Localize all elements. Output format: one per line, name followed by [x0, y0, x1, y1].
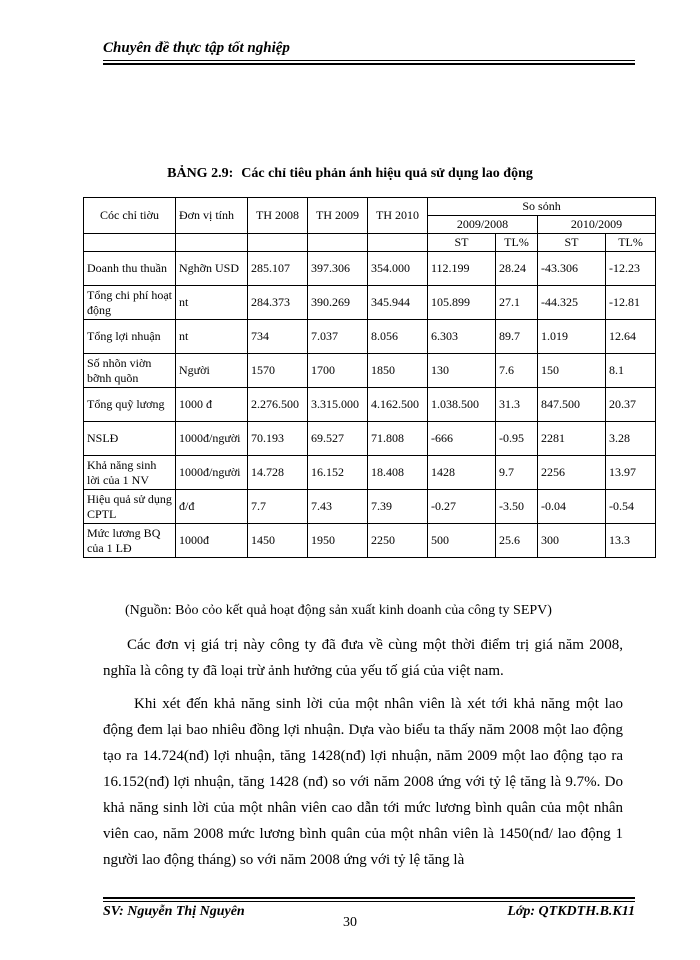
- cell-indicator: Mức lương BQ của 1 LĐ: [84, 524, 176, 558]
- footer-rule-thick: [103, 897, 635, 899]
- cell-st1: 1428: [428, 456, 496, 490]
- cell-th2009: 69.527: [308, 422, 368, 456]
- cell-tl2: 20.37: [606, 388, 656, 422]
- header-unit: Đơn vị tính: [176, 198, 248, 234]
- cell-tl2: 3.28: [606, 422, 656, 456]
- cell-st1: 105.899: [428, 286, 496, 320]
- cell-tl2: 12.64: [606, 320, 656, 354]
- cell-unit: 1000đ/người: [176, 422, 248, 456]
- header-rule-thick: [103, 63, 635, 65]
- cell-st1: -666: [428, 422, 496, 456]
- cell-th2008: 734: [248, 320, 308, 354]
- cell-th2008: 2.276.500: [248, 388, 308, 422]
- header-th2009: TH 2009: [308, 198, 368, 234]
- cell-tl1: -0.95: [496, 422, 538, 456]
- table-row: [84, 524, 656, 558]
- cell-tl1: -3.50: [496, 490, 538, 524]
- table-caption-label: BẢNG 2.9:: [167, 166, 234, 181]
- cell-unit: Người: [176, 354, 248, 388]
- cell-tl2: 13.3: [606, 524, 656, 558]
- paragraph-2: Khi xét đến khả năng sinh lời của một nhân viên là xét tới khả năng một lao động đem lại bao nhiêu đồng lợi nhuận. Dựa vào biểu ta thấy năm 2008 một lao động tạo ra 14.724(nđ) lợi nhuận, tăng 1428(nđ) lợi nhuận, năm 2009 một lao động tạo ra 16.152(nđ) lợi nhuận, tăng 1428 (nđ) so với năm 2008 ứng với tỷ lệ tăng là 9.7%. Do khả năng sinh lời của một nhân viên cao dẫn tới mức lương bình quân của một nhân viên cao, năm 2008 mức lương bình quân của một nhân viên là 1450(nđ/ lao động 1 người lao động tháng) so với năm 2008 ứng với tỷ lệ tăng là: [103, 696, 623, 868]
- cell-th2008: 14.728: [248, 456, 308, 490]
- cell-st1: 6.303: [428, 320, 496, 354]
- cell-tl1: 89.7: [496, 320, 538, 354]
- cell-tl1: 25.6: [496, 524, 538, 558]
- table-row: [84, 388, 656, 422]
- cell-st1: 130: [428, 354, 496, 388]
- cell-unit: 1000đ/người: [176, 456, 248, 490]
- cell-tl1: 31.3: [496, 388, 538, 422]
- cell-th2009: 7.43: [308, 490, 368, 524]
- cell-tl2: -12.23: [606, 252, 656, 286]
- header-period-2010-2009: 2010/2009: [538, 216, 656, 234]
- running-header-title: Chuyên đề thực tập tốt nghiệp: [103, 40, 290, 56]
- cell-th2008: 285.107: [248, 252, 308, 286]
- header-st-1: ST: [428, 234, 496, 252]
- cell-tl2: -0.54: [606, 490, 656, 524]
- table-body: [84, 252, 656, 558]
- page-number: 30: [343, 915, 357, 930]
- cell-st2: 150: [538, 354, 606, 388]
- cell-th2010: 345.944: [368, 286, 428, 320]
- header-tl-1: TL%: [496, 234, 538, 252]
- cell-th2009: 397.306: [308, 252, 368, 286]
- header-tl-2: TL%: [606, 234, 656, 252]
- cell-st1: 500: [428, 524, 496, 558]
- header-rule-thin: [103, 60, 635, 61]
- cell-unit: nt: [176, 286, 248, 320]
- cell-st1: 1.038.500: [428, 388, 496, 422]
- cell-indicator: NSLĐ: [84, 422, 176, 456]
- cell-th2008: 284.373: [248, 286, 308, 320]
- footer-rule-thin: [103, 901, 635, 902]
- cell-th2010: 7.39: [368, 490, 428, 524]
- cell-st2: 847.500: [538, 388, 606, 422]
- footer-class: Lớp: QTKDTH.B.K11: [507, 904, 635, 919]
- cell-th2009: 1700: [308, 354, 368, 388]
- cell-th2010: 71.808: [368, 422, 428, 456]
- cell-tl1: 9.7: [496, 456, 538, 490]
- cell-indicator: Hiệu quả sử dụng CPTL: [84, 490, 176, 524]
- table-row: [84, 286, 656, 320]
- cell-unit: 1000đ: [176, 524, 248, 558]
- cell-tl2: 8.1: [606, 354, 656, 388]
- footer-student-name: SV: Nguyễn Thị Nguyên: [103, 904, 245, 919]
- cell-th2008: 70.193: [248, 422, 308, 456]
- cell-th2009: 16.152: [308, 456, 368, 490]
- header-period-2009-2008: 2009/2008: [428, 216, 538, 234]
- cell-st2: 300: [538, 524, 606, 558]
- cell-st1: -0.27: [428, 490, 496, 524]
- header-compare: So sỏnh: [428, 198, 656, 216]
- cell-th2008: 1570: [248, 354, 308, 388]
- table-row: [84, 354, 656, 388]
- paragraph-1: Các đơn vị giá trị này công ty đã đưa về cùng một thời điểm trị giá năm 2008, nghĩa là công ty đã loại trừ ảnh hưởng của yếu tố giá của việt nam.: [103, 637, 623, 679]
- cell-unit: nt: [176, 320, 248, 354]
- cell-st2: 2256: [538, 456, 606, 490]
- cell-unit: Nghỡn USD: [176, 252, 248, 286]
- cell-th2008: 1450: [248, 524, 308, 558]
- cell-indicator: Tổng chi phí hoạt động: [84, 286, 176, 320]
- table-caption: [0, 166, 700, 182]
- cell-th2010: 1850: [368, 354, 428, 388]
- table-caption-text: Các chỉ tiêu phản ánh hiệu quả sử dụng lao động: [241, 166, 533, 181]
- cell-unit: đ/đ: [176, 490, 248, 524]
- table-row: [84, 252, 656, 286]
- cell-tl2: -12.81: [606, 286, 656, 320]
- cell-indicator: Doanh thu thuần: [84, 252, 176, 286]
- cell-tl1: 28.24: [496, 252, 538, 286]
- cell-th2009: 7.037: [308, 320, 368, 354]
- cell-indicator: Tổng quỹ lương: [84, 388, 176, 422]
- cell-th2008: 7.7: [248, 490, 308, 524]
- cell-st2: -43.306: [538, 252, 606, 286]
- cell-tl1: 7.6: [496, 354, 538, 388]
- cell-indicator: Số nhõn viờn bỡnh quõn: [84, 354, 176, 388]
- cell-tl2: 13.97: [606, 456, 656, 490]
- cell-th2009: 3.315.000: [308, 388, 368, 422]
- cell-indicator: Khả năng sinh lời của 1 NV: [84, 456, 176, 490]
- cell-th2009: 390.269: [308, 286, 368, 320]
- cell-st2: -0.04: [538, 490, 606, 524]
- table-source-note: (Nguồn: Bỏo cỏo kết quả hoạt động sản xuất kinh doanh của công ty SEPV): [125, 603, 552, 618]
- table-row: [84, 456, 656, 490]
- cell-th2010: 4.162.500: [368, 388, 428, 422]
- cell-st2: 2281: [538, 422, 606, 456]
- table-row: [84, 320, 656, 354]
- header-indicator: Cóc chỉ tiờu: [84, 198, 176, 234]
- cell-st2: -44.325: [538, 286, 606, 320]
- cell-th2010: 18.408: [368, 456, 428, 490]
- cell-st2: 1.019: [538, 320, 606, 354]
- cell-tl1: 27.1: [496, 286, 538, 320]
- cell-th2009: 1950: [308, 524, 368, 558]
- header-th2010: TH 2010: [368, 198, 428, 234]
- cell-unit: 1000 đ: [176, 388, 248, 422]
- cell-indicator: Tổng lợi nhuận: [84, 320, 176, 354]
- cell-th2010: 354.000: [368, 252, 428, 286]
- cell-th2010: 2250: [368, 524, 428, 558]
- header-th2008: TH 2008: [248, 198, 308, 234]
- table-row: [84, 422, 656, 456]
- table-row: [84, 490, 656, 524]
- cell-th2010: 8.056: [368, 320, 428, 354]
- labor-efficiency-table: [83, 197, 656, 558]
- header-st-2: ST: [538, 234, 606, 252]
- cell-st1: 112.199: [428, 252, 496, 286]
